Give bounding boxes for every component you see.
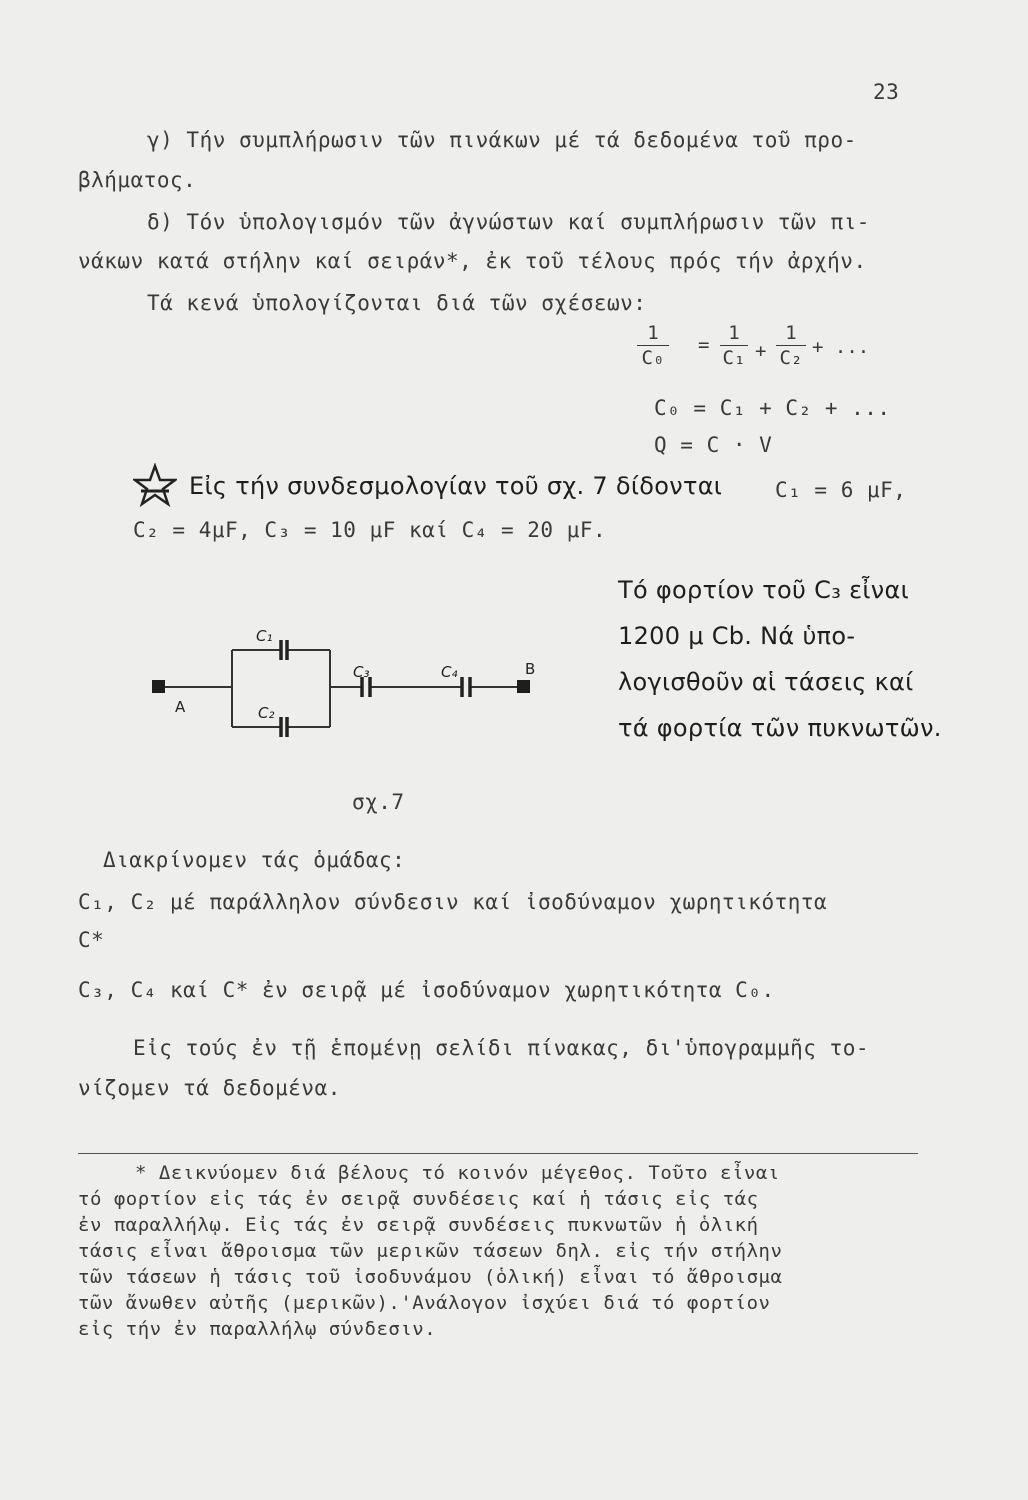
problem-side-line-1: Τό φορτίον τοῦ C₃ εἶναι — [618, 576, 910, 604]
figure-caption: σχ.7 — [352, 790, 405, 814]
fraction-1-over-c2: 1 C₂ — [776, 322, 806, 369]
label-b: B — [525, 660, 536, 678]
terminal-b — [517, 680, 530, 693]
label-c1: C₁ — [256, 627, 273, 645]
circuit-diagram — [148, 620, 548, 750]
label-c4: C₄ — [441, 663, 458, 681]
groups-title: Διακρίνομεν τάς ὁμάδας: — [103, 848, 406, 872]
footnote-line-3: ἐν παραλλήλῳ. Εἰς τάς ἐν σειρᾷ συνδέσεις πυκνωτῶν ἡ ὁλική — [78, 1214, 759, 1236]
formula-equals: = — [698, 334, 710, 356]
label-a: A — [175, 698, 186, 716]
groups-line-2: C₃, C₄ καί C* ἐν σειρᾷ μέ ἰσοδύναμον χωρητικότητα C₀. — [78, 978, 775, 1002]
final-paragraph-line-1: Εἰς τούς ἐν τῇ ἑπομένῃ σελίδι πίνακας, δι'ὑπογραμμῆς το- — [133, 1036, 870, 1060]
problem-statement-line-1: Εἰς τήν συνδεσμολογίαν τοῦ σχ. 7 δίδονται — [189, 472, 723, 500]
groups-line-1: C₁, C₂ μέ παράλληλον σύνδεσιν καί ἰσοδύναμον χωρητικότητα — [78, 890, 828, 914]
footnote-line-2: τό φορτίον εἰς τάς ἐν σειρᾷ συνδέσεις καί ἡ τάσις εἰς τάς — [78, 1188, 759, 1210]
fraction-1-over-c1: 1 C₁ — [720, 322, 748, 369]
footnote-line-6: τῶν ἄνωθεν αὐτῆς (μερικῶν).'Ανάλογον ἰσχύει διά τό φορτίον — [78, 1292, 771, 1314]
problem-c1-value: C₁ = 6 μF, — [775, 478, 907, 502]
groups-line-1b: C* — [78, 928, 105, 952]
footnote-line-1: * Δεικνύομεν διά βέλους τό κοινόν μέγεθος. Τοῦτο εἶναι — [135, 1162, 780, 1184]
problem-statement-line-2: C₂ = 4μF, C₃ = 10 μF καί C₄ = 20 μF. — [133, 518, 607, 542]
footnote-divider — [78, 1153, 918, 1154]
label-c3: C₃ — [353, 663, 370, 681]
problem-side-line-4: τά φορτία τῶν πυκνωτῶν. — [618, 714, 942, 742]
paragraph-delta-line-1: δ) Τόν ὑπολογισμόν τῶν ἀγνώστων καί συμπλήρωσιν τῶν πι- — [147, 210, 870, 234]
paragraph-gamma-line-1: γ) Τήν συμπλήρωσιν τῶν πινάκων μέ τά δεδομένα τοῦ προ- — [147, 128, 857, 152]
formula-plus: + — [755, 340, 767, 362]
problem-side-line-3: λογισθοῦν αἱ τάσεις καί — [618, 668, 914, 696]
footnote-line-7: εἰς τήν ἐν παραλλήλῳ σύνδεσιν. — [78, 1318, 437, 1340]
formula-parallel-capacitance: C₀ = C₁ + C₂ + ... — [654, 396, 891, 420]
label-c2: C₂ — [258, 704, 275, 722]
problem-side-line-2: 1200 μ Cb. Νά ὑπο- — [618, 622, 856, 650]
final-paragraph-line-2: νίζομεν τά δεδομένα. — [78, 1076, 341, 1100]
voids-intro-line: Τά κενά ὑπολογίζονται διά τῶν σχέσεων: — [147, 291, 647, 315]
footnote-line-5: τῶν τάσεων ἡ τάσις τοῦ ἰσοδυνάμου (ὁλική) εἶναι τό ἄθροισμα — [78, 1266, 783, 1288]
terminal-a — [152, 680, 165, 693]
formula-charge: Q = C · V — [654, 433, 773, 457]
paragraph-gamma-line-2: βλήματος. — [78, 168, 197, 192]
paragraph-delta-line-2: νάκων κατά στήλην καί σειράν*, ἐκ τοῦ τέλους πρός τήν ἀρχήν. — [78, 249, 867, 273]
footnote-line-4: τάσις εἶναι ἄθροισμα τῶν μερικῶν τάσεων δηλ. εἰς τήν στήλην — [78, 1240, 783, 1262]
page-number: 23 — [873, 80, 900, 104]
star-icon — [133, 463, 177, 507]
formula-tail: + ... — [812, 336, 870, 358]
fraction-1-over-c0: 1 C₀ — [637, 322, 669, 369]
